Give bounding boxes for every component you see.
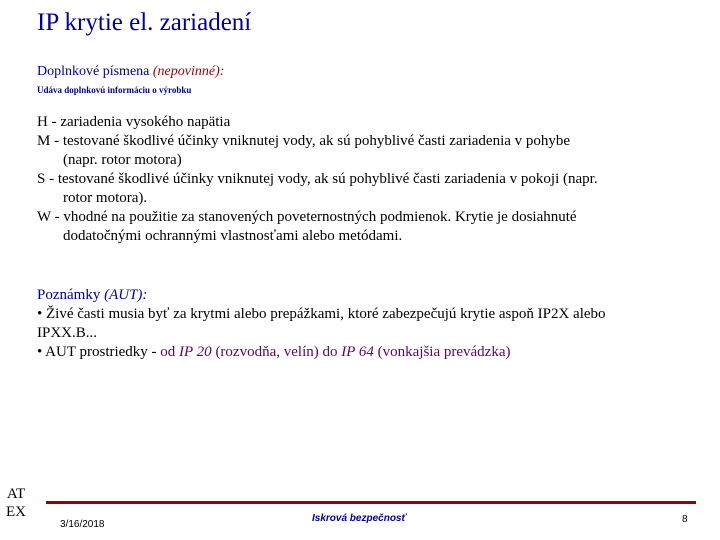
definition-w: W - vhodné na použitie za stanovených poveternostných podmienok. Krytie je dosiahnuté — [37, 209, 577, 225]
note-ip20: IP 20 — [179, 344, 212, 360]
note-bullet-2 — [37, 343, 707, 362]
note-bullet-1: • Živé časti musia byť za krytmi alebo prepážkami, ktoré zabezpečujú krytie aspoň IP2X alebo — [37, 306, 606, 322]
slide-title: IP krytie el. zariadení — [37, 9, 252, 36]
atex-logo-line2: EX — [6, 504, 26, 520]
page-number: 8 — [682, 514, 688, 525]
definitions-list — [37, 113, 707, 246]
definition-s: S - testované škodlivé účinky vniknutej vody, ak sú pohyblivé časti zariadenia v pokoji (napr. — [37, 171, 598, 187]
footer-date: 3/16/2018 — [60, 519, 105, 530]
note-bullet-2-from: od — [160, 344, 180, 360]
definition-s-cont: rotor motora). — [63, 190, 148, 206]
footer-title: Iskrová bezpečnosť — [312, 513, 407, 524]
notes-heading-text: Poznámky — [37, 287, 105, 303]
definition-w-cont: dodatočnými ochrannými vlastnosťami alebo metódami. — [63, 228, 403, 244]
note-bullet-2-mid: (rozvodňa, velín) do — [211, 344, 342, 360]
note-bullet-2-end: (vonkajšia prevádzka) — [373, 344, 511, 360]
note-bullet-2-prefix: • AUT prostriedky - — [37, 344, 161, 360]
notes-heading-aut: (AUT): — [104, 287, 148, 303]
definition-m: M - testované škodlivé účinky vniknutej vody, ak sú pohyblivé časti zariadenia v pohybe — [37, 133, 571, 149]
subtitle — [37, 64, 224, 80]
definition-m-cont: (napr. rotor motora) — [63, 152, 182, 168]
subtitle-note: Udáva doplnkovú informáciu o výrobku — [37, 85, 192, 95]
subtitle-text: Doplnkové písmena — [37, 64, 153, 79]
atex-logo-line1: AT — [6, 486, 26, 502]
notes-section — [37, 286, 707, 362]
footer-divider — [46, 501, 696, 504]
subtitle-optional: (nepovinné): — [152, 64, 225, 79]
note-ip64: IP 64 — [341, 344, 374, 360]
atex-logo — [6, 485, 26, 521]
note-bullet-1-cont: IPXX.B... — [37, 325, 98, 341]
definition-h: H - zariadenia vysokého napätia — [37, 114, 231, 130]
notes-heading — [37, 286, 707, 305]
